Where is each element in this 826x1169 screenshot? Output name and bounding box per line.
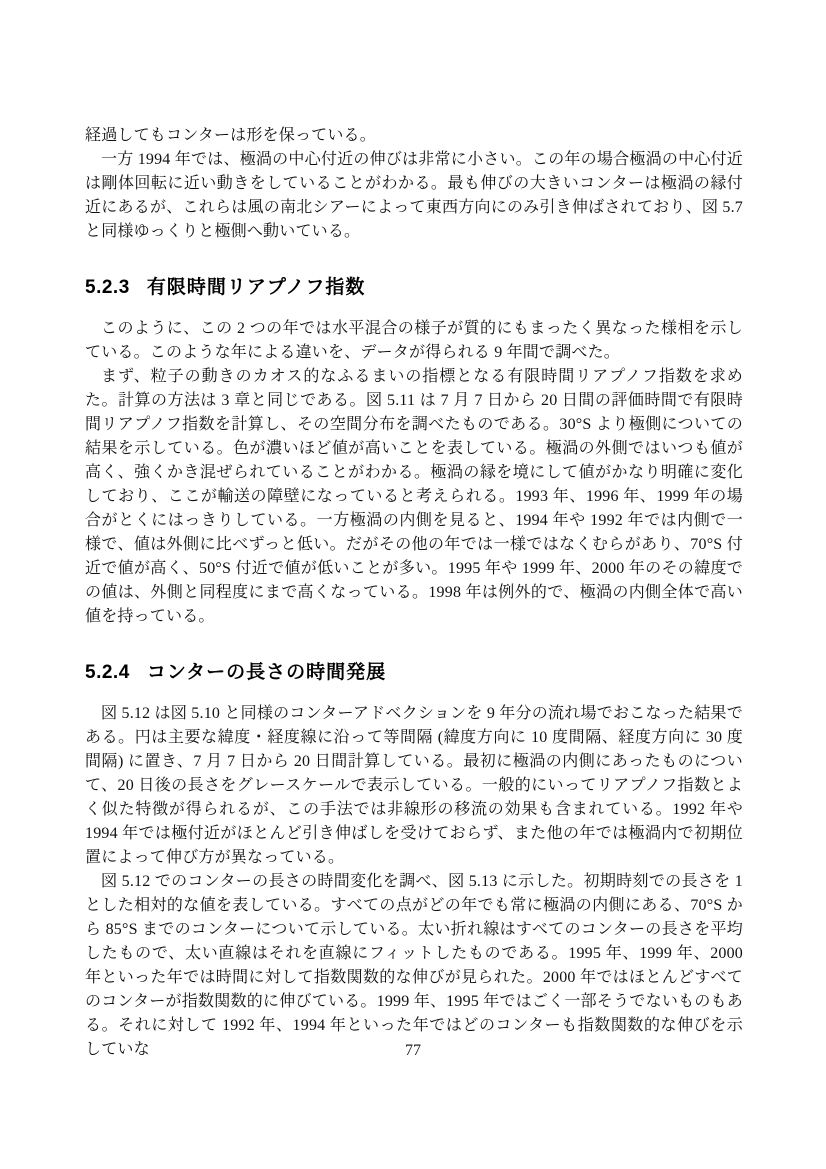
section-title: 有限時間リアプノフ指数 — [146, 277, 366, 298]
paragraph: 一方 1994 年では、極渦の中心付近の伸びは非常に小さい。この年の場合極渦の中心付近は剛体回転に近い動きをしていることがわかる。最も伸びの大きいコンターは極渦の縁付近にあるが、これらは風の南北シアーによって東西方向にのみ引き伸ばされており、図 5.7 と同様ゆっくりと極側へ動いている。 — [85, 151, 743, 240]
section-heading — [85, 275, 743, 301]
page-number: 77 — [405, 1042, 421, 1059]
section-number: 5.2.3 — [85, 277, 130, 298]
paragraph: 経過してもコンターは形を保っている。 — [85, 127, 376, 144]
paragraph: このように、この 2 つの年では水平混合の様子が質的にもまったく異なった様相を示している。このような年による違いを、データが得られる 9 年間で調べた。 — [85, 320, 743, 361]
section-number: 5.2.4 — [85, 662, 130, 683]
paragraph: 図 5.12 でのコンターの長さの時間変化を調べ、図 5.13 に示した。初期時刻での長さを 1 とした相対的な値を表している。すべての点がどの年でも常に極渦の内側にある、70°S から 85°S までのコンターについて示している。太い折れ線はすべてのコンターの長さを平均したもので、太い直線はそれを直線にフィットしたものである。1995 年、1999 年、2000 年といった年では時間に対して指数関数的な伸びが見られた。2000 年ではほとんどすべてのコンターが指数関数的に伸びている。1999 年、1995 年ではごく一部そうでないものもある。それに対して 1992 年、1994 年といった年ではどのコンターも指数関数的な伸びを示していな — [85, 873, 743, 1058]
paragraph: まず、粒子の動きのカオス的なふるまいの指標となる有限時間リアプノフ指数を求めた。計算の方法は 3 章と同じである。図 5.11 は 7 月 7 日から 20 日間の評価時間で有限時間リアプノフ指数を計算し、その空間分布を調べたものである。30°S より極側についての結果を示している。色が濃いほど値が高いことを表している。極渦の外側ではいつも値が高く、強くかき混ぜられていることがわかる。極渦の縁を境にして値がかなり明確に変化しており、ここが輸送の障壁になっていると考えられる。1993 年、1996 年、1999 年の場合がとくにはっきりしている。一方極渦の内側を見ると、1994 年や 1992 年では内側で一様で、値は外側に比べずっと低い。だがその他の年では一様ではなくむらがあり、70°S 付近で値が高く、50°S 付近で値が低いことが多い。1995 年や 1999 年、2000 年のその緯度での値は、外側と同程度にまで高くなっている。1998 年は例外的で、極渦の内側全体で高い値を持っている。 — [85, 368, 743, 625]
section-heading — [85, 660, 743, 686]
section-title: コンターの長さの時間発展 — [146, 662, 387, 683]
paragraph: 図 5.12 は図 5.10 と同様のコンターアドベクションを 9 年分の流れ場でおこなった結果である。円は主要な緯度・経度線に沿って等間隔 (緯度方向に 10 度間隔、経度方向に 30 度間隔) に置き、7 月 7 日から 20 日間計算している。最初に極渦の内側にあったものについて、20 日後の長さをグレースケールで表示している。一般的にいってリアプノフ指数とよく似た特徴が得られるが、この手法では非線形の移流の効果も含まれている。1992 年や 1994 年では極付近がほとんど引き伸ばしを受けておらず、また他の年では極渦内で初期位置によって伸び方が異なっている。 — [85, 705, 743, 866]
document-body — [85, 124, 743, 1062]
